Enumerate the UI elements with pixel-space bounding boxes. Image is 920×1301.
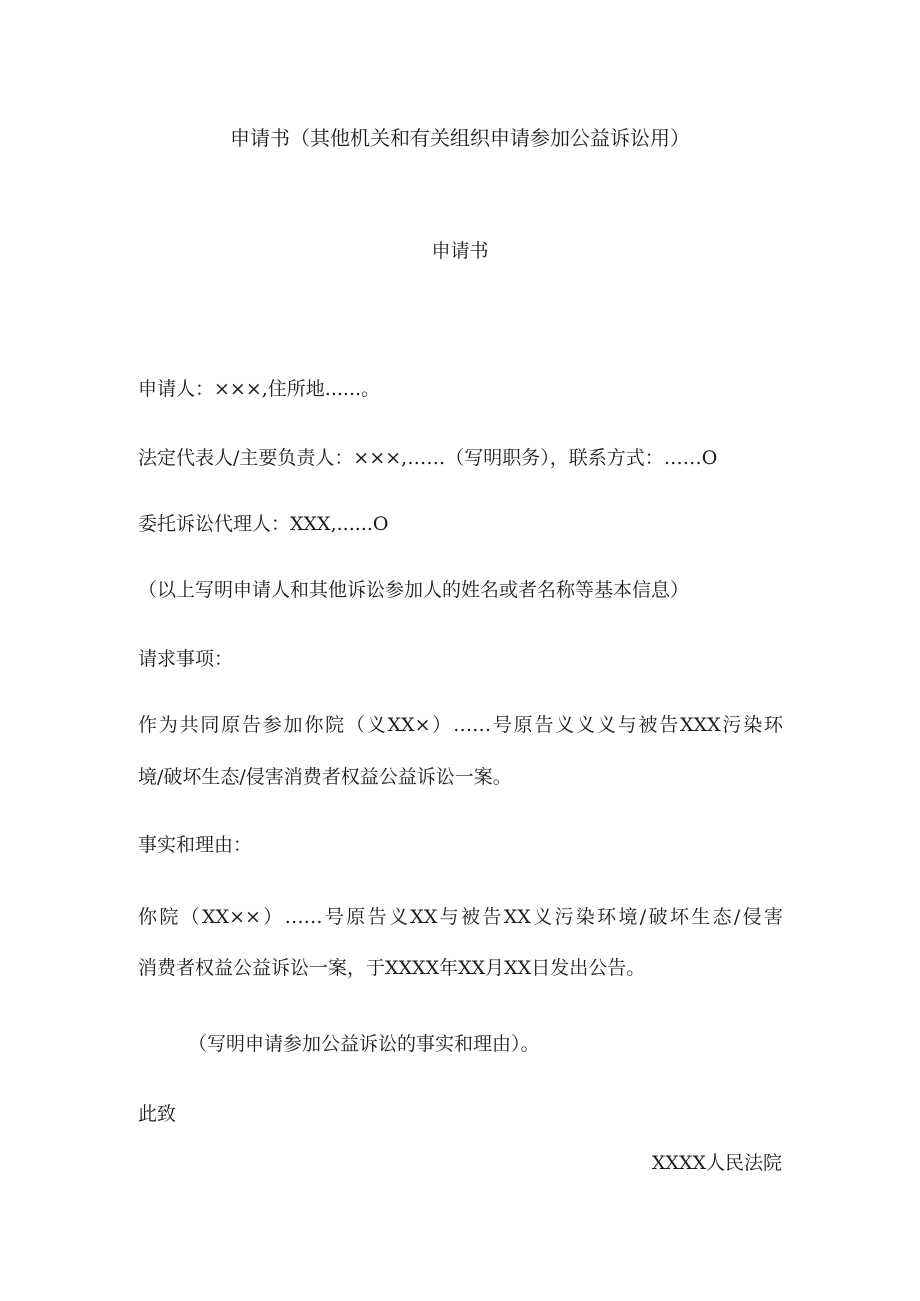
document-subtitle: 申请书 (431, 240, 489, 262)
request-line-2: 境/破坏生态/侵害消费者权益公益诉讼一案。 (138, 766, 512, 788)
facts-note: （写明申请参加公益诉讼的事实和理由）。 (188, 1033, 540, 1055)
legal-representative-line: 法定代表人/主要负责人：×××,……（写明职务），联系方式：……O (138, 447, 718, 469)
closing-text: 此致 (138, 1103, 177, 1125)
facts-line-1: 你院（XX××）……号原告义XX与被告XX义污染环境/破坏生态/侵害 (138, 906, 783, 928)
request-heading: 请求事项： (138, 648, 234, 670)
request-line-1: 作为共同原告参加你院（义XX×）……号原告义义义与被告XXX污染环 (138, 714, 783, 736)
agent-line: 委托诉讼代理人：XXX,......O (138, 513, 389, 535)
applicant-line: 申请人：×××,住所地......。 (138, 378, 381, 400)
court-name: XXXX人民法院 (651, 1152, 782, 1174)
facts-heading: 事实和理由： (138, 834, 253, 856)
document-title: 申请书（其他机关和有关组织申请参加公益诉讼用） (230, 126, 690, 150)
facts-line-2: 消费者权益公益诉讼一案，于XXXX年XX月XX日发出公告。 (138, 957, 646, 979)
info-note: （以上写明申请人和其他诉讼参加人的姓名或者名称等基本信息） (138, 579, 690, 601)
